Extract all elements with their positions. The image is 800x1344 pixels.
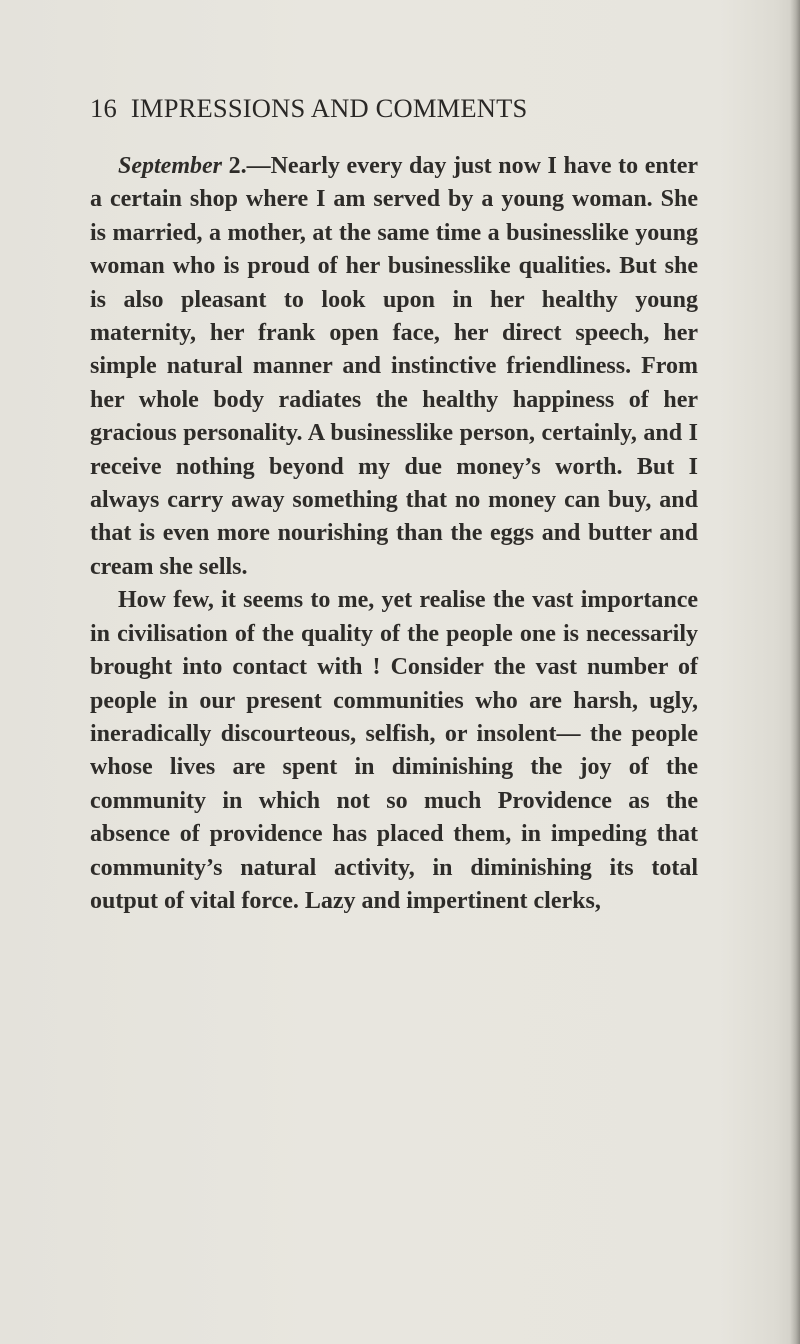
page-number: 16	[90, 93, 117, 123]
body-text	[90, 150, 698, 918]
running-header	[90, 93, 650, 133]
entry-date: September	[118, 153, 222, 179]
paragraph-1	[90, 150, 698, 584]
running-title: IMPRESSIONS AND COMMENTS	[130, 93, 528, 123]
page-edge-shadow	[790, 0, 800, 1344]
paragraph-2: How few, it seems to me, yet realise the vast importance in civilisation of the quality of the people one is necessarily brought into contact with ! Consider the vast number of people in our present communities who are harsh, ugly, ineradically discourteous, selfish, or insolent— the people whose lives are spent in diminishing the joy of the community in which not so much Providence as the absence of providence has placed them, in impeding that community’s natural activity, in diminishing its total output of vital force. Lazy and impertinent clerks,	[90, 587, 698, 914]
paragraph-1-text: 2.—Nearly every day just now I have to enter a certain shop where I am served by a young woman. She is married, a mother, at the same time a businesslike young woman who is proud of her businesslike qualities. But she is also pleasant to look upon in her healthy young maternity, her frank open face, her direct speech, her simple natural manner and instinctive friendliness. From her whole body radiates the healthy happiness of her gracious personality. A businesslike person, certainly, and I receive nothing beyond my due money’s worth. But I always carry away something that no money can buy, and that is even more nourishing than the eggs and butter and cream she sells.	[90, 153, 698, 580]
